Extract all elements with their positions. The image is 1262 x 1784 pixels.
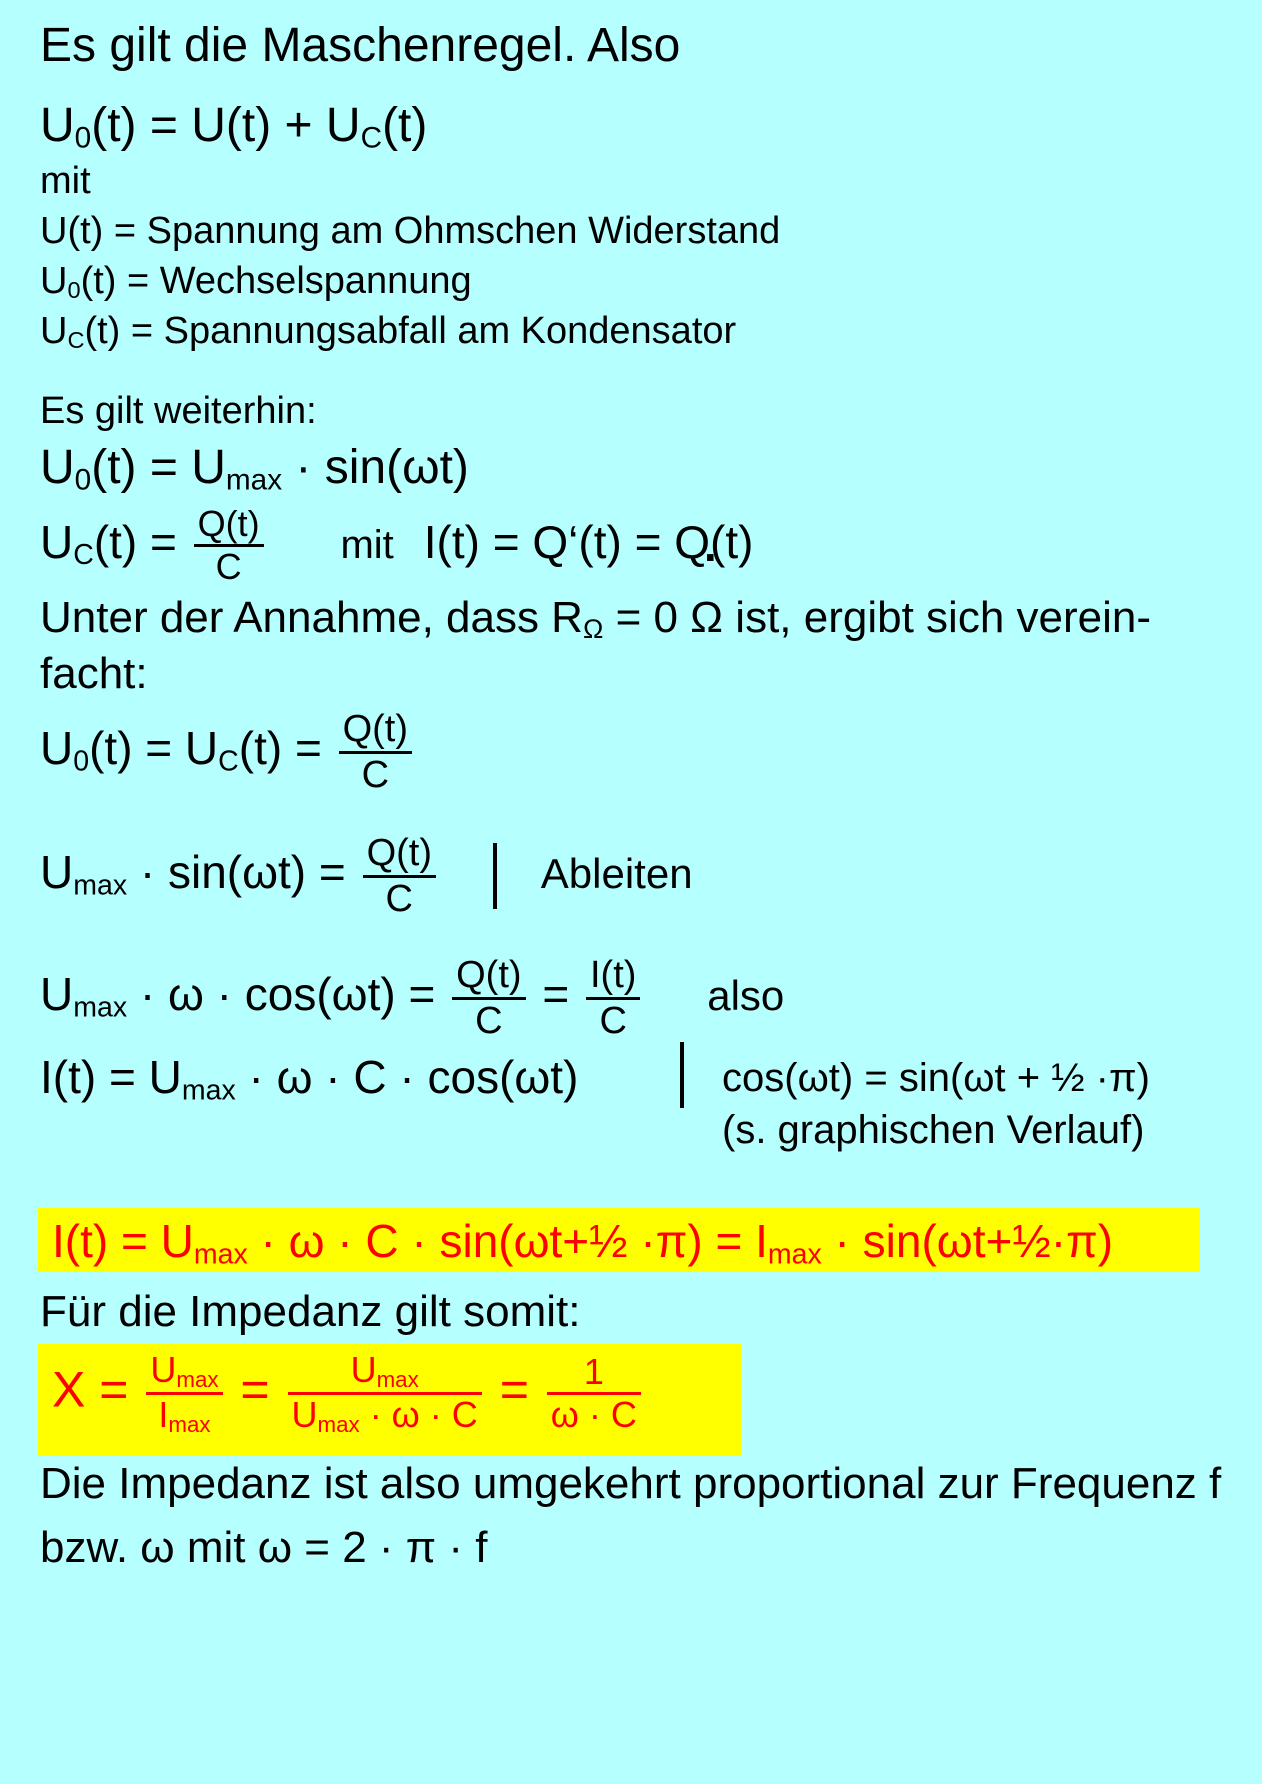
- denominator: C: [215, 546, 242, 588]
- separator-bar: [493, 843, 497, 909]
- text: (t): [710, 515, 754, 568]
- fraction: [339, 708, 412, 796]
- definition-u0: [40, 262, 472, 303]
- separator-bar: [680, 1042, 684, 1108]
- subscript: max: [73, 869, 128, 902]
- subscript: C: [67, 327, 85, 354]
- numerator-text: Q(t): [456, 954, 522, 996]
- subscript: C: [73, 539, 94, 572]
- equals: =: [542, 968, 570, 1021]
- further-heading: Es gilt weiterhin:: [40, 390, 317, 432]
- numerator: Q(t): [339, 708, 412, 754]
- equation-derive: [40, 832, 693, 920]
- text: I(t) = U: [52, 1215, 194, 1267]
- symbol: U: [150, 1349, 177, 1390]
- subscript: 0: [74, 121, 92, 155]
- conclusion-line-2: bzw. ω mit ω = 2 · π · f: [40, 1523, 488, 1572]
- symbol: U: [40, 722, 74, 775]
- subscript: max: [376, 1366, 419, 1392]
- equation-uc: [40, 504, 753, 588]
- numerator: 1: [547, 1352, 641, 1395]
- note: Ableiten: [540, 850, 693, 898]
- text: (t) = Spannungsabfall am Kondensator: [84, 310, 737, 352]
- fraction: [288, 1350, 482, 1437]
- subscript: 0: [67, 277, 81, 304]
- equation-current: [40, 1051, 579, 1107]
- definition-uc: [40, 312, 736, 353]
- numerator: Q(t): [194, 504, 264, 547]
- text: · sin(ωt): [282, 441, 469, 494]
- symbol: U: [40, 99, 75, 152]
- fraction: [363, 832, 436, 920]
- text: I(t) = U: [40, 1051, 182, 1103]
- fraction: [194, 504, 264, 588]
- fraction: [146, 1350, 222, 1437]
- equation-u0: [40, 441, 469, 497]
- subscript: max: [176, 1366, 219, 1392]
- text: · ω · C · sin(ωt+½ ·π) = I: [247, 1215, 768, 1267]
- fraction: [547, 1352, 641, 1436]
- text: · ω · C · cos(ωt): [235, 1051, 579, 1103]
- subscript: C: [218, 745, 239, 778]
- text: (t) = Wechselspannung: [80, 260, 472, 302]
- equation-u0-uc: [40, 708, 416, 796]
- impedance-heading: Für die Impedanz gilt somit:: [40, 1287, 581, 1336]
- denominator: C: [385, 877, 413, 920]
- text: (t) = U(t) + U: [91, 99, 361, 152]
- note: also: [707, 972, 785, 1020]
- intro-line: Es gilt die Maschenregel. Also: [40, 19, 681, 72]
- text: I(t) = Q‘(t) = Q: [423, 515, 711, 568]
- subscript: Ω: [582, 613, 604, 644]
- equals: =: [499, 1361, 529, 1418]
- denominator: C: [475, 999, 503, 1042]
- phase-note-2: (s. graphischen Verlauf): [722, 1108, 1145, 1152]
- numerator: [452, 954, 525, 1000]
- subscript: max: [181, 1074, 236, 1107]
- text: (t) =: [93, 515, 177, 568]
- denominator: [146, 1395, 222, 1437]
- symbol: U: [40, 441, 75, 494]
- subscript: max: [73, 991, 128, 1024]
- definition-u: U(t) = Spannung am Ohmschen Widerstand: [40, 210, 781, 252]
- mit-label: mit: [340, 522, 394, 567]
- symbol: X =: [52, 1361, 129, 1418]
- text: (t) = U: [91, 441, 226, 494]
- text: Unter der Annahme, dass R: [40, 593, 583, 642]
- symbol: U: [291, 1393, 318, 1435]
- text: · ω · C: [359, 1393, 478, 1435]
- text: (t) =: [238, 722, 322, 775]
- fraction: [452, 954, 525, 1042]
- text: = 0 Ω ist, ergibt sich verein-: [603, 593, 1152, 642]
- symbol: U: [40, 310, 68, 352]
- fraction: [586, 954, 640, 1042]
- result-equation: [52, 1215, 1114, 1271]
- denominator: ω · C: [550, 1393, 637, 1435]
- subscript: max: [193, 1238, 248, 1271]
- numerator: Q(t): [363, 832, 436, 878]
- denominator: C: [599, 999, 627, 1042]
- denominator: C: [361, 753, 390, 796]
- numerator: [288, 1350, 482, 1395]
- conclusion-line: Die Impedanz ist also umgekehrt proportional zur Frequenz f: [40, 1459, 1222, 1508]
- text: (t): [382, 99, 428, 152]
- equation-derivative: [40, 954, 784, 1042]
- phase-note: cos(ωt) = sin(ωt + ½ ·π): [722, 1056, 1150, 1100]
- impedance-equation: [52, 1350, 645, 1437]
- symbol: U: [40, 968, 74, 1021]
- symbol: U: [40, 515, 74, 568]
- numerator: I(t): [586, 954, 640, 1000]
- symbol: U: [350, 1349, 377, 1390]
- assumption-line-2: facht:: [40, 649, 148, 698]
- subscript: C: [360, 121, 383, 155]
- equation-mesh-rule: [40, 99, 428, 155]
- symbol: U: [40, 260, 68, 302]
- text: (t) = U: [89, 722, 219, 775]
- subscript: max: [225, 463, 283, 497]
- symbol: U: [40, 846, 74, 899]
- subscript: max: [317, 1411, 360, 1437]
- assumption-line: [40, 593, 1152, 644]
- mit-label: mit: [40, 160, 91, 202]
- denominator: [288, 1395, 482, 1437]
- symbol: I: [158, 1393, 169, 1435]
- text: · sin(ωt+½·π): [821, 1215, 1114, 1267]
- equals: =: [240, 1361, 270, 1418]
- subscript: 0: [73, 745, 90, 778]
- text: · sin(ωt) =: [127, 846, 346, 899]
- subscript: max: [767, 1238, 822, 1271]
- subscript: max: [168, 1411, 211, 1437]
- text: · ω · cos(ωt) =: [127, 968, 436, 1021]
- subscript: 0: [74, 463, 92, 497]
- numerator: [146, 1350, 222, 1395]
